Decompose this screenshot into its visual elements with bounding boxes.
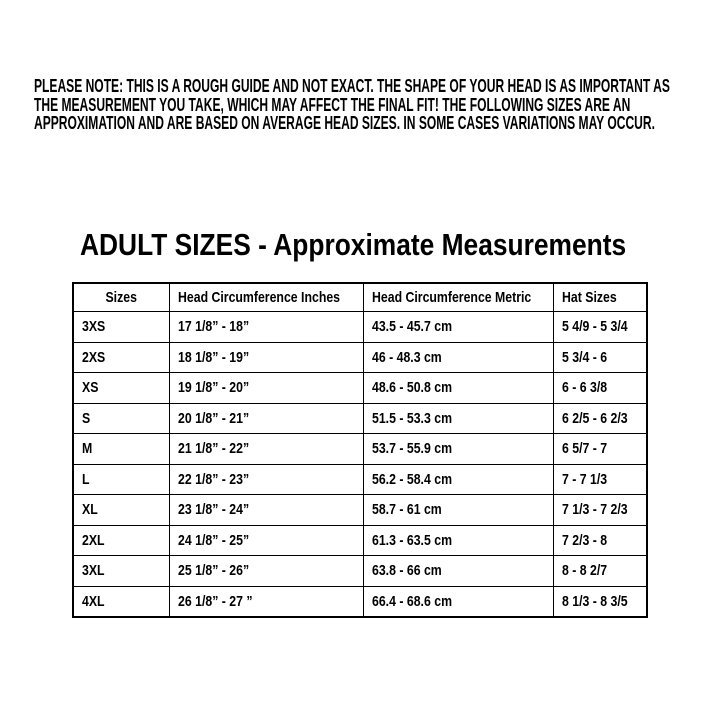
table-row-s <box>73 403 647 434</box>
cell-metric-value: 61.3 - 63.5 cm <box>371 531 452 549</box>
size-table-header-row <box>73 283 647 312</box>
table-row-xl <box>73 495 647 526</box>
cell-size <box>73 434 169 465</box>
cell-inches-value: 24 1/8” - 25” <box>177 531 249 549</box>
table-row-2xs <box>73 342 647 373</box>
table-row-3xs <box>73 312 647 343</box>
cell-inches <box>169 556 363 587</box>
cell-metric <box>363 464 553 495</box>
cell-size <box>73 464 169 495</box>
cell-inches <box>169 464 363 495</box>
cell-inches <box>169 586 363 617</box>
cell-metric-value: 66.4 - 68.6 cm <box>371 592 452 610</box>
cell-inches <box>169 434 363 465</box>
cell-size-value: 4XL <box>82 592 105 610</box>
cell-inches <box>169 525 363 556</box>
cell-metric-value: 51.5 - 53.3 cm <box>371 409 452 427</box>
cell-size-value: L <box>82 470 90 488</box>
size-table-body <box>73 312 647 618</box>
column-header-label: Head Circumference Inches <box>177 289 340 306</box>
cell-metric <box>363 556 553 587</box>
cell-hat <box>553 312 647 343</box>
cell-inches <box>169 312 363 343</box>
column-header-label: Sizes <box>105 289 137 306</box>
cell-hat <box>553 586 647 617</box>
cell-metric <box>363 586 553 617</box>
cell-size-value: M <box>82 440 93 458</box>
column-header-head-circumference-inches <box>169 283 363 312</box>
cell-hat <box>553 403 647 434</box>
cell-hat <box>553 495 647 526</box>
cell-hat-value: 6 2/5 - 6 2/3 <box>561 409 628 427</box>
column-header-hat-sizes <box>553 283 647 312</box>
column-header-sizes <box>73 283 169 312</box>
table-row-l <box>73 464 647 495</box>
cell-hat <box>553 525 647 556</box>
cell-size-value: 2XL <box>82 531 105 549</box>
cell-metric <box>363 403 553 434</box>
cell-metric <box>363 312 553 343</box>
cell-size <box>73 373 169 404</box>
cell-size-value: S <box>82 409 91 427</box>
cell-metric <box>363 495 553 526</box>
table-row-xs <box>73 373 647 404</box>
cell-inches-value: 17 1/8” - 18” <box>177 318 249 336</box>
table-row-m <box>73 434 647 465</box>
cell-size <box>73 495 169 526</box>
cell-metric-value: 48.6 - 50.8 cm <box>371 379 452 397</box>
cell-metric-value: 63.8 - 66 cm <box>371 562 442 580</box>
cell-metric <box>363 342 553 373</box>
cell-hat <box>553 373 647 404</box>
adult-sizes-table <box>72 282 648 618</box>
cell-metric-value: 58.7 - 61 cm <box>371 501 442 519</box>
disclaimer-note: PLEASE NOTE: THIS IS A ROUGH GUIDE AND NOT EXACT. THE SHAPE OF YOUR HEAD IS AS IMPORTANT AS THE MEASUREMENT YOU TAKE, WHICH MAY AFFECT THE FINAL FIT! THE FOLLOWING SIZES ARE AN APPROXIMATION AND ARE BASED ON AVERAGE HEAD SIZES. IN SOME CASES VARIATIONS MAY OCCUR. <box>34 76 670 133</box>
cell-hat-value: 8 1/3 - 8 3/5 <box>561 592 628 610</box>
cell-hat-value: 7 2/3 - 8 <box>561 531 607 549</box>
cell-inches <box>169 495 363 526</box>
cell-metric <box>363 525 553 556</box>
cell-hat-value: 7 - 7 1/3 <box>561 470 607 488</box>
column-header-label: Head Circumference Metric <box>371 289 531 306</box>
cell-inches-value: 26 1/8” - 27 ” <box>177 592 253 610</box>
cell-size-value: 3XL <box>82 562 105 580</box>
cell-inches-value: 22 1/8” - 23” <box>177 470 249 488</box>
cell-size <box>73 312 169 343</box>
cell-hat <box>553 434 647 465</box>
cell-inches <box>169 403 363 434</box>
column-header-head-circumference-metric <box>363 283 553 312</box>
cell-hat <box>553 464 647 495</box>
cell-metric-value: 56.2 - 58.4 cm <box>371 470 452 488</box>
table-row-3xl <box>73 556 647 587</box>
cell-hat-value: 5 4/9 - 5 3/4 <box>561 318 628 336</box>
cell-inches-value: 23 1/8” - 24” <box>177 501 249 519</box>
cell-inches <box>169 373 363 404</box>
cell-hat-value: 5 3/4 - 6 <box>561 348 607 366</box>
cell-inches-value: 21 1/8” - 22” <box>177 440 249 458</box>
cell-inches-value: 25 1/8” - 26” <box>177 562 249 580</box>
cell-hat <box>553 556 647 587</box>
cell-metric-value: 46 - 48.3 cm <box>371 348 442 366</box>
cell-hat <box>553 342 647 373</box>
cell-size-value: XL <box>82 501 98 519</box>
table-row-2xl <box>73 525 647 556</box>
cell-size-value: 3XS <box>82 318 106 336</box>
cell-size <box>73 525 169 556</box>
cell-hat-value: 7 1/3 - 7 2/3 <box>561 501 628 519</box>
cell-size <box>73 403 169 434</box>
cell-inches-value: 19 1/8” - 20” <box>177 379 249 397</box>
cell-metric <box>363 373 553 404</box>
cell-inches-value: 20 1/8” - 21” <box>177 409 249 427</box>
cell-metric <box>363 434 553 465</box>
cell-metric-value: 43.5 - 45.7 cm <box>371 318 452 336</box>
cell-inches <box>169 342 363 373</box>
cell-size-value: XS <box>82 379 99 397</box>
cell-hat-value: 8 - 8 2/7 <box>561 562 607 580</box>
cell-size <box>73 342 169 373</box>
cell-hat-value: 6 - 6 3/8 <box>561 379 607 397</box>
column-header-label: Hat Sizes <box>561 289 617 306</box>
cell-hat-value: 6 5/7 - 7 <box>561 440 607 458</box>
cell-size <box>73 586 169 617</box>
cell-size <box>73 556 169 587</box>
page-title: ADULT SIZES - Approximate Measurements <box>80 227 627 262</box>
cell-metric-value: 53.7 - 55.9 cm <box>371 440 452 458</box>
cell-size-value: 2XS <box>82 348 106 366</box>
cell-inches-value: 18 1/8” - 19” <box>177 348 249 366</box>
table-row-4xl <box>73 586 647 617</box>
